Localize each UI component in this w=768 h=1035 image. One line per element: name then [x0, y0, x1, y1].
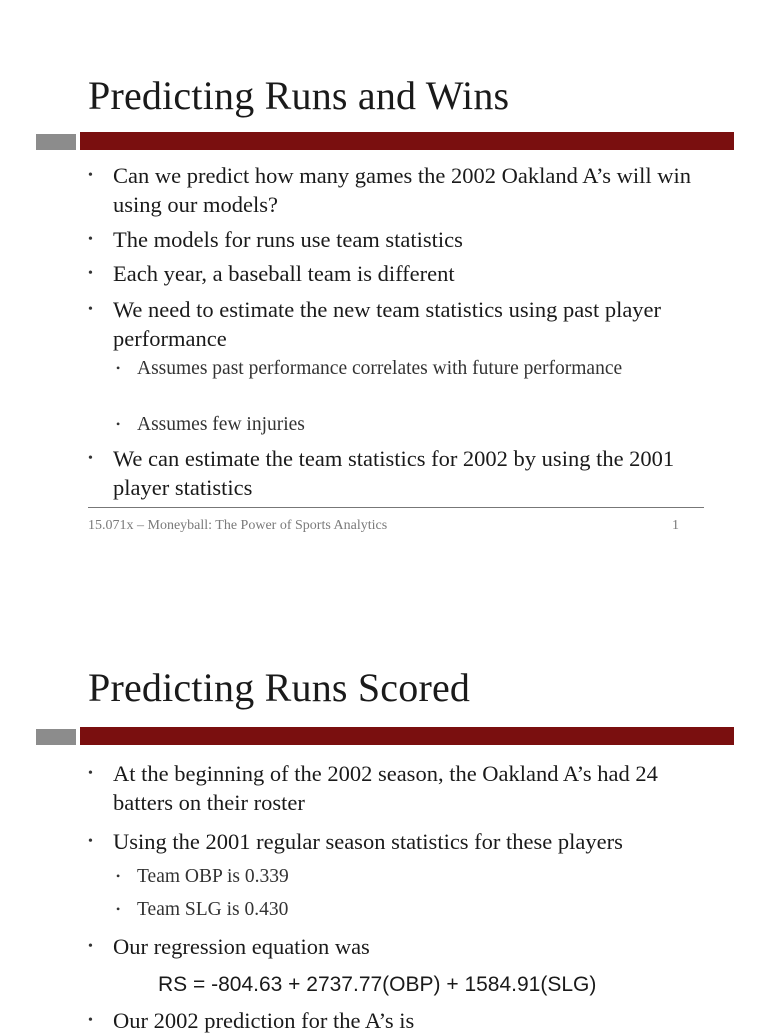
bullet-item: [88, 932, 703, 961]
footer-course-title: 15.071x – Moneyball: The Power of Sports Analytics: [88, 518, 388, 533]
bullet-text: At the beginning of the 2002 season, the Oakland A’s had 24 batters on their roster: [113, 761, 658, 815]
title-accent-red-bar: [80, 727, 734, 745]
bullet-item: [88, 827, 703, 856]
page-number: 1: [672, 518, 679, 533]
sub-bullet-item: [116, 356, 657, 381]
bullet-text: The models for runs use team statistics: [113, 227, 463, 252]
sub-bullet-icon: •: [116, 361, 121, 375]
footer-divider: [88, 507, 704, 508]
bullet-icon: •: [88, 168, 93, 183]
bullet-icon: •: [88, 766, 93, 781]
regression-equation: RS = -804.63 + 2737.77(OBP) + 1584.91(SLG): [158, 973, 597, 996]
sub-bullet-icon: •: [116, 869, 121, 883]
bullet-text: We need to estimate the new team statistics using past player performance: [113, 297, 662, 351]
sub-bullet-text: Team OBP is 0.339: [137, 866, 289, 887]
sub-bullet-icon: •: [116, 902, 121, 916]
bullet-icon: •: [88, 1013, 93, 1028]
title-accent-red-bar: [80, 132, 734, 150]
bullet-item: [88, 295, 703, 353]
bullet-icon: •: [88, 451, 93, 466]
sub-bullet-item: [116, 864, 657, 889]
bullet-text: We can estimate the team statistics for 2002 by using the 2001 player statistics: [113, 446, 675, 500]
bullet-item: [88, 759, 703, 817]
bullet-item: [88, 161, 703, 219]
bullet-icon: •: [88, 302, 93, 317]
title-accent-gray-bar: [36, 134, 76, 150]
bullet-icon: •: [88, 266, 93, 281]
bullet-item: [88, 259, 703, 288]
sub-bullet-text: Assumes few injuries: [137, 414, 305, 435]
bullet-text: Can we predict how many games the 2002 Oakland A’s will win using our models?: [113, 163, 692, 217]
slide-2: [0, 594, 768, 1033]
bullet-text: Using the 2001 regular season statistics for these players: [113, 829, 623, 854]
sub-bullet-icon: •: [116, 417, 121, 431]
slide-title: Predicting Runs and Wins: [88, 73, 510, 118]
title-accent-gray-bar: [36, 729, 76, 745]
bullet-text: Our 2002 prediction for the A’s is: [113, 1008, 415, 1033]
sub-bullet-text: Team SLG is 0.430: [137, 899, 289, 920]
bullet-item: [88, 225, 703, 254]
bullet-item: [88, 444, 703, 502]
bullet-icon: •: [88, 834, 93, 849]
slide-title: Predicting Runs Scored: [88, 665, 471, 710]
bullet-icon: •: [88, 232, 93, 247]
bullet-text: Our regression equation was: [113, 934, 370, 959]
bullet-icon: •: [88, 939, 93, 954]
sub-bullet-item: [116, 897, 657, 922]
sub-bullet-text: Assumes past performance correlates with future performance: [137, 358, 623, 379]
sub-bullet-item: [116, 412, 657, 437]
bullet-text: Each year, a baseball team is different: [113, 261, 455, 286]
bullet-item: [88, 1006, 703, 1035]
